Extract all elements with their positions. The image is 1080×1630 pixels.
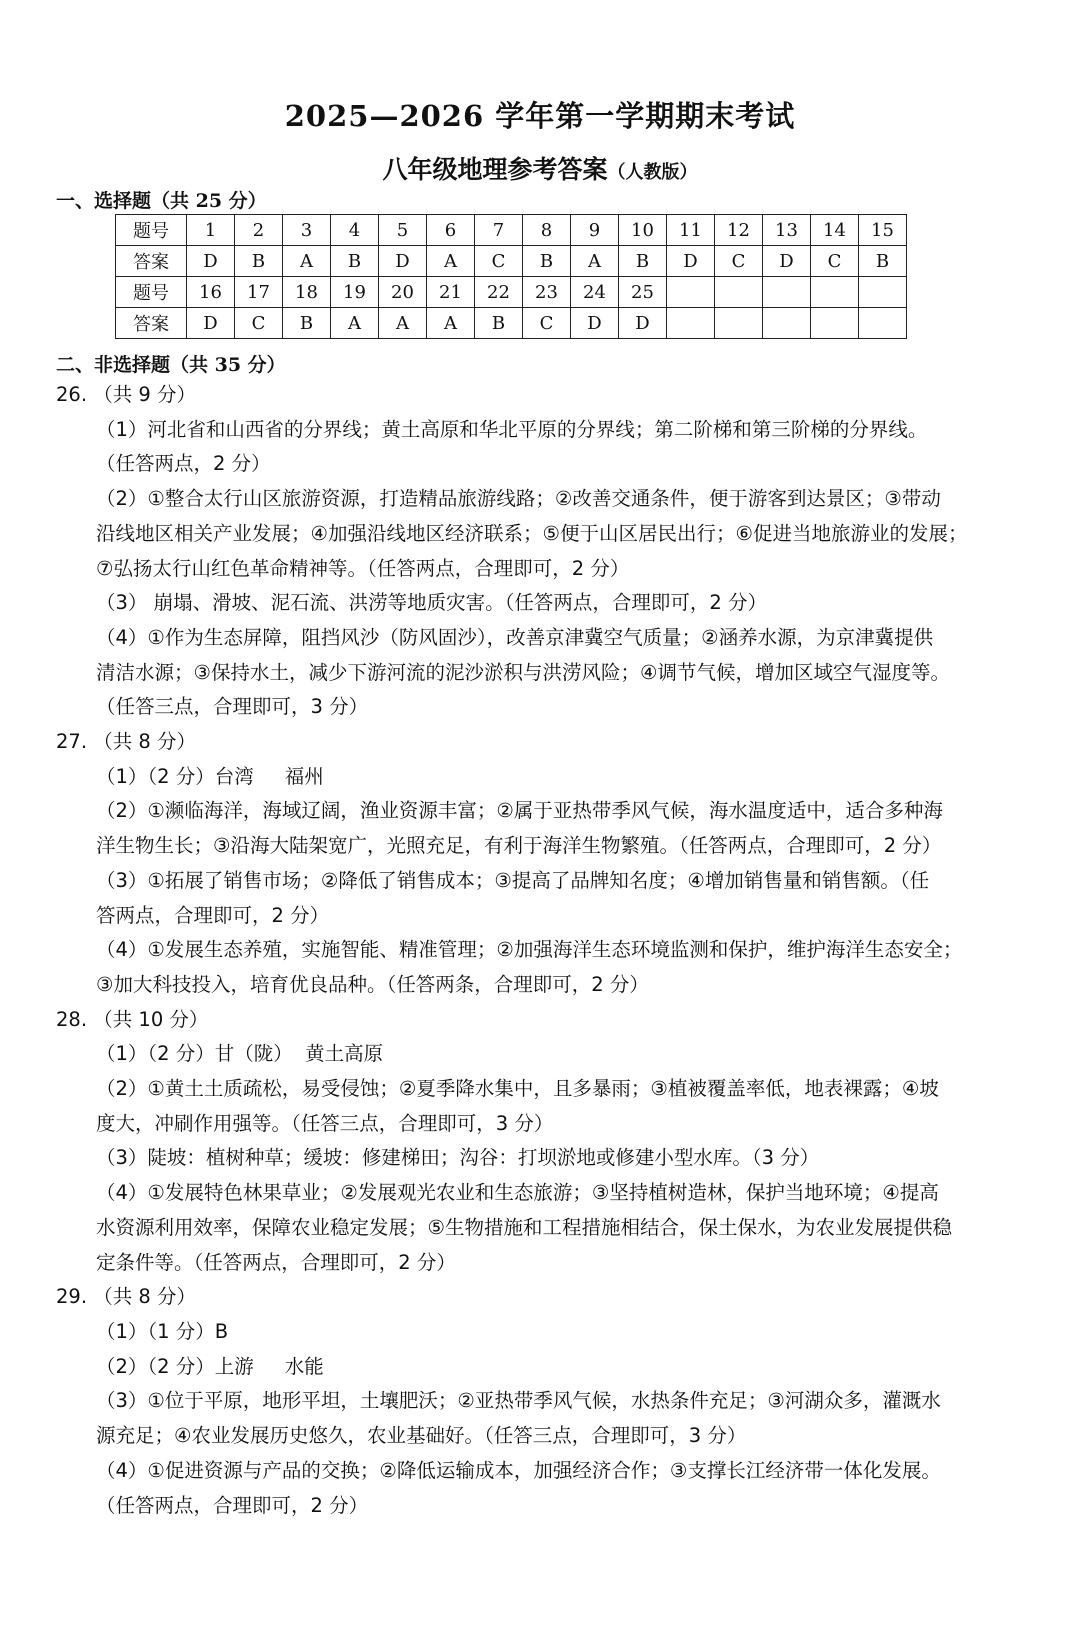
answers-content — [56, 378, 1006, 1523]
answer-table-cell: A — [571, 246, 619, 277]
q26-part4-line2: 清洁水源；③保持水土，减少下游河流的泥沙淤积与洪涝风险；④调节气候，增加区域空气湿度等。 — [96, 660, 950, 684]
q26-part1-score: （任答两点，2 分） — [96, 452, 271, 476]
answer-table-cell: 21 — [427, 277, 475, 308]
answer-table-cell: C — [811, 246, 859, 277]
answer-table-cell — [859, 277, 907, 308]
q29-part3-line2: 源充足；④农业发展历史悠久，农业基础好。（任答三点，合理即可，3 分） — [96, 1424, 747, 1448]
answer-table-cell: 8 — [523, 215, 571, 246]
q27-part4: （4）①发展生态养殖，实施智能、精准管理；②加强海洋生态环境监测和保护，维护海洋生态安全； — [96, 938, 963, 962]
q28-part4: （4）①发展特色林果草业；②发展观光农业和生态旅游；③坚持植树造林，保护当地环境；④提高 — [96, 1181, 939, 1205]
q26-part3: （3） 崩塌、滑坡、泥石流、洪涝等地质灾害。（任答两点，合理即可，2 分） — [96, 591, 767, 615]
answer-table-cell: 3 — [283, 215, 331, 246]
question-29-head: 29. （共 8 分） — [56, 1285, 197, 1309]
answer-table-cell: A — [331, 308, 379, 339]
q27-part2-line2: 洋生物生长；③沿海大陆架宽广，光照充足，有利于海洋生物繁殖。（任答两点，合理即可，2 分） — [96, 834, 942, 858]
answer-table-cell: 17 — [235, 277, 283, 308]
answer-table-cell: D — [187, 246, 235, 277]
answer-table-cell: 1 — [187, 215, 235, 246]
answer-table-cell — [667, 277, 715, 308]
answer-table-cell: C — [235, 308, 283, 339]
answer-table-cell: B — [235, 246, 283, 277]
answer-table-cell: B — [475, 308, 523, 339]
answer-table-cell — [763, 308, 811, 339]
answer-table-cell: B — [859, 246, 907, 277]
q27-part3: （3）①拓展了销售市场；②降低了销售成本；③提高了品牌知名度；④增加销售量和销售额。（任 — [96, 868, 930, 892]
subtitle-edition: （人教版） — [607, 162, 698, 183]
answer-table-cell: 6 — [427, 215, 475, 246]
answer-table-cell: 22 — [475, 277, 523, 308]
q26-part2: （2）①整合太行山区旅游资源，打造精品旅游线路；②改善交通条件，便于游客到达景区；③带动 — [96, 487, 941, 511]
answer-table-cell: D — [667, 246, 715, 277]
question-27-head: 27. （共 8 分） — [56, 730, 197, 754]
answer-table-row-header: 答案 — [116, 308, 187, 339]
answer-table-cell: 23 — [523, 277, 571, 308]
section-nonchoice-heading: 二、非选择题（共 35 分） — [56, 354, 286, 376]
q29-part4: （4）①促进资源与产品的交换；②降低运输成本，加强经济合作；③支撑长江经济带一体化发展。 — [96, 1458, 941, 1482]
answer-table-cell: D — [763, 246, 811, 277]
answer-table-cell: C — [715, 246, 763, 277]
answer-table-cell: 12 — [715, 215, 763, 246]
answer-table-cell: A — [427, 246, 475, 277]
q28-part3: （3）陡坡：植树种草；缓坡：修建梯田；沟谷：打坝淤地或修建小型水库。（3 分） — [96, 1146, 820, 1170]
answer-table-cell: B — [523, 246, 571, 277]
question-28-head: 28. （共 10 分） — [56, 1007, 209, 1031]
question-26-head: 26. （共 9 分） — [56, 383, 197, 406]
q26-part2-line2: 沿线地区相关产业发展；④加强沿线地区经济联系；⑤便于山区居民出行；⑥促进当地旅游业的发展； — [96, 521, 968, 545]
q28-part4-line2: 水资源利用效率，保障农业稳定发展；⑤生物措施和工程措施相结合，保土保水，为农业发展提供稳 — [96, 1215, 952, 1239]
answer-table-row — [116, 246, 907, 277]
answer-table-cell: 9 — [571, 215, 619, 246]
answer-table-cell: 24 — [571, 277, 619, 308]
answer-table-cell — [715, 277, 763, 308]
q28-part4-line3: 定条件等。（任答两点，合理即可，2 分） — [96, 1250, 456, 1274]
q28-part2: （2）①黄土土质疏松，易受侵蚀；②夏季降水集中，且多暴雨；③植被覆盖率低，地表裸露；④坡 — [96, 1077, 939, 1101]
q27-part3-line2: 答两点，合理即可，2 分） — [96, 903, 330, 927]
answer-table-cell: B — [283, 308, 331, 339]
q26-part2-line3: ⑦弘扬太行山红色革命精神等。（任答两点，合理即可，2 分） — [96, 556, 630, 580]
answer-table-cell: D — [571, 308, 619, 339]
answer-table-row-header: 题号 — [116, 215, 187, 246]
q28-part2-line2: 度大，冲刷作用强等。（任答三点，合理即可，3 分） — [96, 1111, 554, 1135]
answer-table-cell: B — [619, 246, 667, 277]
answer-table-cell — [811, 277, 859, 308]
q26-part4: （4）①作为生态屏障，阻挡风沙（防风固沙），改善京津冀空气质量；②涵养水源，为京津冀提供 — [96, 625, 934, 649]
exam-title: 2025—2026 学年第一学期期末考试 — [284, 99, 796, 133]
answer-table-cell: D — [187, 308, 235, 339]
q26-part4-score: （任答三点，合理即可，3 分） — [96, 695, 369, 719]
answer-table-row — [116, 308, 907, 339]
q27-part1: （1）（2 分）台湾 福州 — [96, 764, 324, 788]
answer-table-cell: 20 — [379, 277, 427, 308]
answer-table-cell: 19 — [331, 277, 379, 308]
answer-table-row — [116, 215, 907, 246]
q29-part2: （2）（2 分）上游 水能 — [96, 1354, 324, 1378]
answer-table-cell: A — [283, 246, 331, 277]
exam-subtitle — [0, 150, 1080, 186]
q27-part4-line2: ③加大科技投入，培育优良品种。（任答两条，合理即可，2 分） — [96, 972, 649, 996]
q27-part2: （2）①濒临海洋，海域辽阔，渔业资源丰富；②属于亚热带季风气候，海水温度适中，适合多种海 — [96, 799, 943, 823]
answer-table-cell — [859, 308, 907, 339]
answer-table-cell: 5 — [379, 215, 427, 246]
q28-part1: （1）（2 分）甘（陇） 黄土高原 — [96, 1042, 384, 1066]
answer-table-cell: A — [379, 308, 427, 339]
answer-table-cell — [763, 277, 811, 308]
answer-table — [115, 214, 907, 339]
answer-table-cell: 15 — [859, 215, 907, 246]
answer-table-row-header: 答案 — [116, 246, 187, 277]
answer-table-cell — [667, 308, 715, 339]
answer-table-cell: 4 — [331, 215, 379, 246]
q29-part4-score: （任答两点，合理即可，2 分） — [96, 1493, 369, 1517]
answer-table-cell: 13 — [763, 215, 811, 246]
answer-table-row — [116, 277, 907, 308]
answer-table-cell: 25 — [619, 277, 667, 308]
answer-table-cell: D — [619, 308, 667, 339]
section-choice-heading: 一、选择题（共 25 分） — [56, 190, 267, 212]
answer-table-cell: 14 — [811, 215, 859, 246]
answer-table-cell: 2 — [235, 215, 283, 246]
q29-part1: （1）（1 分）B — [96, 1319, 229, 1343]
answer-table-cell: 18 — [283, 277, 331, 308]
answer-table-cell: 11 — [667, 215, 715, 246]
answer-table-cell — [715, 308, 763, 339]
answer-table-row-header: 题号 — [116, 277, 187, 308]
q29-part3: （3）①位于平原，地形平坦，土壤肥沃；②亚热带季风气候，水热条件充足；③河湖众多，灌溉水 — [96, 1389, 941, 1413]
answer-table-cell: C — [523, 308, 571, 339]
answer-table-cell — [811, 308, 859, 339]
answer-table-cell: 10 — [619, 215, 667, 246]
answer-table-cell: C — [475, 246, 523, 277]
answer-table-cell: B — [331, 246, 379, 277]
q26-part1: （1）河北省和山西省的分界线；黄土高原和华北平原的分界线；第二阶梯和第三阶梯的分界线。 — [96, 417, 928, 441]
answer-table-cell: D — [379, 246, 427, 277]
subtitle-main: 八年级地理参考答案 — [382, 155, 608, 184]
answer-table-cell: 16 — [187, 277, 235, 308]
answer-table-cell: 7 — [475, 215, 523, 246]
answer-table-cell: A — [427, 308, 475, 339]
